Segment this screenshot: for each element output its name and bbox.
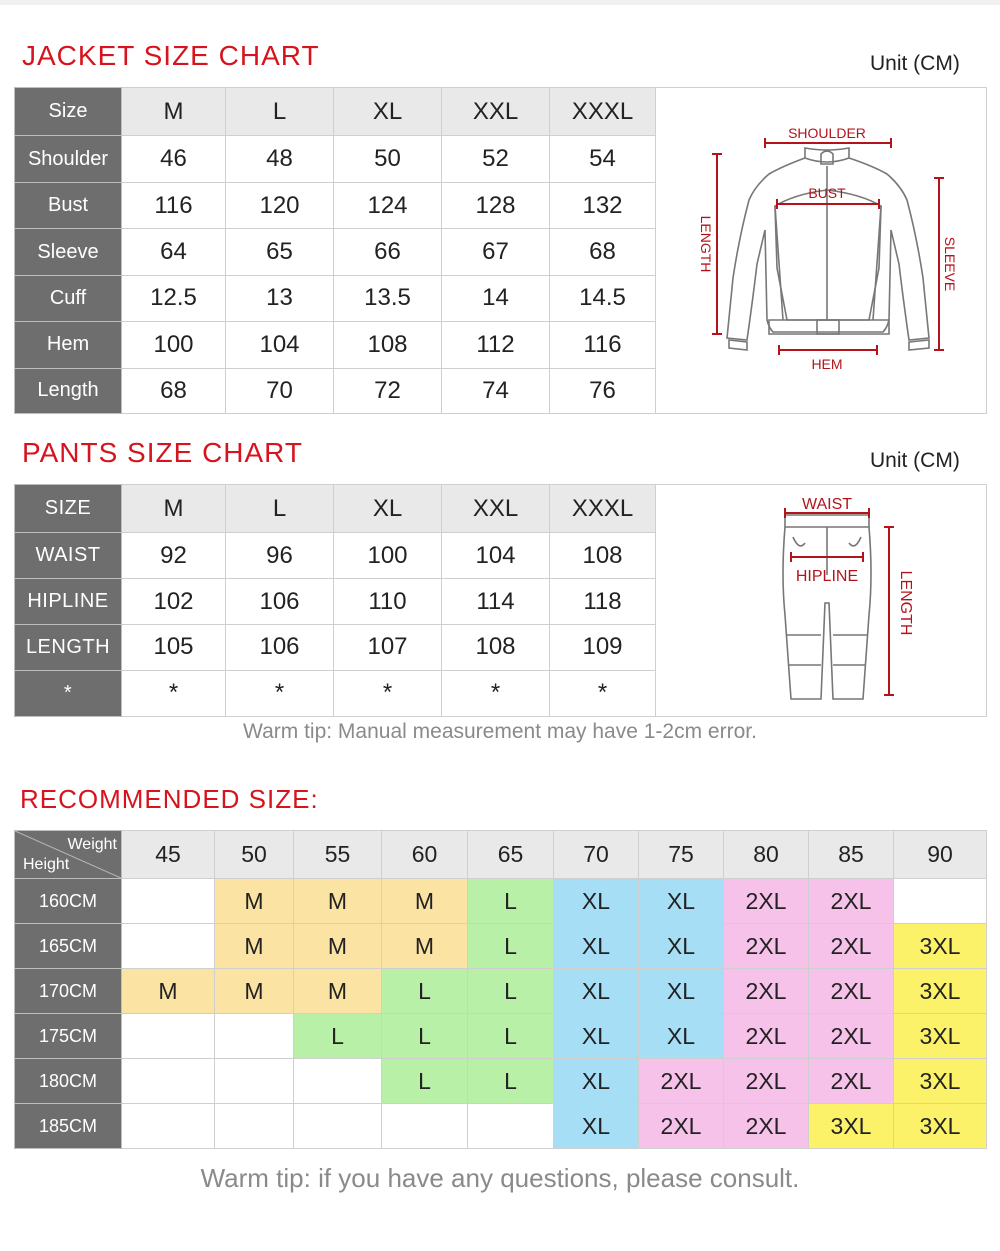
jacket-cell: 50: [334, 136, 442, 182]
recommended-size-cell: M: [294, 924, 382, 969]
jacket-cell: 74: [442, 368, 550, 413]
jacket-diagram: [657, 88, 986, 406]
pants-row-label: HIPLINE: [15, 579, 122, 625]
pants-size-header: L: [226, 485, 334, 533]
diagram-label-bust: BUST: [807, 185, 846, 201]
recommended-size-cell: XL: [554, 969, 639, 1014]
pants-cell: 102: [122, 579, 226, 625]
recommended-size-cell: 3XL: [809, 1104, 894, 1149]
recommended-size-cell: [122, 879, 215, 924]
jacket-section-title: JACKET SIZE CHART: [22, 40, 320, 71]
weight-header: 65: [468, 831, 554, 879]
recommended-size-cell: XL: [554, 1059, 639, 1104]
recommended-size-cell: 3XL: [894, 1104, 987, 1149]
recommended-size-cell: [215, 1014, 294, 1059]
recommended-size-cell: 2XL: [639, 1059, 724, 1104]
jacket-cell: 112: [442, 322, 550, 368]
pants-cell: 108: [442, 625, 550, 671]
pants-cell: 92: [122, 533, 226, 579]
jacket-row-label: Length: [15, 368, 122, 413]
recommended-size-cell: [294, 1104, 382, 1149]
pants-cell: 107: [334, 625, 442, 671]
weight-header: 60: [382, 831, 468, 879]
jacket-cell: 76: [550, 368, 656, 413]
recommended-row: [15, 1014, 987, 1059]
recommended-size-cell: 2XL: [809, 879, 894, 924]
recommended-size-cell: 2XL: [809, 1014, 894, 1059]
pants-cell: 106: [226, 579, 334, 625]
recommended-size-cell: M: [382, 924, 468, 969]
pants-row-label: WAIST: [15, 533, 122, 579]
pants-row-label: LENGTH: [15, 625, 122, 671]
recommended-size-cell: [122, 1014, 215, 1059]
pants-size-table: [14, 484, 987, 717]
recommended-size-cell: 2XL: [809, 924, 894, 969]
jacket-size-header: XXXL: [550, 88, 656, 136]
jacket-cell: 120: [226, 182, 334, 228]
pants-cell: 118: [550, 579, 656, 625]
weight-header: 90: [894, 831, 987, 879]
diagram-label-hipline: HIPLINE: [795, 568, 858, 585]
recommended-size-cell: [122, 1059, 215, 1104]
recommended-corner: [15, 831, 122, 879]
recommended-size-cell: 3XL: [894, 1014, 987, 1059]
weight-header: 80: [724, 831, 809, 879]
pants-cell: 105: [122, 625, 226, 671]
recommended-size-cell: M: [215, 924, 294, 969]
jacket-cell: 66: [334, 229, 442, 275]
corner-weight-label: Weight: [67, 836, 117, 853]
recommended-size-cell: L: [382, 1059, 468, 1104]
recommended-size-cell: 3XL: [894, 969, 987, 1014]
pants-header-row: [15, 485, 987, 533]
jacket-cell: 48: [226, 136, 334, 182]
pants-size-header: XL: [334, 485, 442, 533]
recommended-size-cell: M: [294, 969, 382, 1014]
weight-header: 85: [809, 831, 894, 879]
weight-header: 75: [639, 831, 724, 879]
jacket-cell: 13: [226, 275, 334, 321]
recommended-header-row: [15, 831, 987, 879]
recommended-size-cell: M: [382, 879, 468, 924]
recommended-size-cell: [468, 1104, 554, 1149]
jacket-cell: 46: [122, 136, 226, 182]
jacket-size-header: XL: [334, 88, 442, 136]
recommended-size-table: [14, 830, 987, 1149]
recommended-row: [15, 879, 987, 924]
jacket-cell: 116: [550, 322, 656, 368]
recommended-row: [15, 969, 987, 1014]
pants-diagram-cell: [656, 485, 987, 717]
pants-cell: *: [226, 670, 334, 716]
weight-header: 50: [215, 831, 294, 879]
recommended-size-cell: 2XL: [809, 969, 894, 1014]
recommended-size-cell: XL: [639, 879, 724, 924]
recommended-size-cell: L: [468, 879, 554, 924]
pants-cell: *: [122, 670, 226, 716]
pants-size-header: XXXL: [550, 485, 656, 533]
jacket-cell: 14: [442, 275, 550, 321]
pants-cell: 114: [442, 579, 550, 625]
jacket-cell: 67: [442, 229, 550, 275]
recommended-size-cell: XL: [554, 1104, 639, 1149]
jacket-cell: 68: [550, 229, 656, 275]
recommended-size-cell: L: [468, 1014, 554, 1059]
pants-diagram: [657, 485, 986, 709]
jacket-header-label: Size: [15, 88, 122, 136]
recommended-size-cell: L: [468, 969, 554, 1014]
pants-cell: *: [550, 670, 656, 716]
jacket-cell: 116: [122, 182, 226, 228]
jacket-cell: 54: [550, 136, 656, 182]
pants-row-label: *: [15, 670, 122, 716]
recommended-size-cell: M: [215, 879, 294, 924]
jacket-header-row: [15, 88, 987, 136]
recommended-size-cell: XL: [554, 924, 639, 969]
pants-cell: 104: [442, 533, 550, 579]
recommended-size-cell: [294, 1059, 382, 1104]
recommended-section-title: RECOMMENDED SIZE:: [20, 784, 319, 814]
recommended-size-cell: [382, 1104, 468, 1149]
consult-warm-tip: Warm tip: if you have any questions, please consult.: [200, 1163, 800, 1193]
jacket-cell: 52: [442, 136, 550, 182]
recommended-size-cell: 2XL: [724, 1059, 809, 1104]
recommended-size-cell: 2XL: [639, 1104, 724, 1149]
jacket-cell: 100: [122, 322, 226, 368]
recommended-size-cell: M: [215, 969, 294, 1014]
pants-section-title: PANTS SIZE CHART: [22, 437, 304, 468]
jacket-cell: 108: [334, 322, 442, 368]
recommended-row: [15, 1104, 987, 1149]
recommended-size-cell: M: [122, 969, 215, 1014]
pants-unit-label: Unit (CM): [870, 449, 960, 472]
jacket-cell: 132: [550, 182, 656, 228]
recommended-size-cell: M: [294, 879, 382, 924]
corner-height-label: Height: [23, 856, 70, 873]
recommended-size-cell: 2XL: [724, 1104, 809, 1149]
recommended-size-cell: XL: [639, 1014, 724, 1059]
recommended-size-cell: L: [382, 1014, 468, 1059]
jacket-cell: 124: [334, 182, 442, 228]
jacket-size-table: [14, 87, 987, 414]
recommended-size-cell: 2XL: [724, 969, 809, 1014]
jacket-cell: 14.5: [550, 275, 656, 321]
recommended-size-cell: 2XL: [724, 924, 809, 969]
diagram-label-waist: WAIST: [801, 496, 852, 513]
jacket-diagram-cell: [656, 88, 987, 414]
diagram-label-shoulder: SHOULDER: [787, 125, 866, 141]
pants-warm-tip: Warm tip: Manual measurement may have 1-2cm error.: [243, 720, 757, 743]
recommended-size-cell: 3XL: [894, 1059, 987, 1104]
jacket-unit-label: Unit (CM): [870, 52, 960, 75]
recommended-size-cell: [215, 1104, 294, 1149]
pants-cell: 96: [226, 533, 334, 579]
height-label: 175CM: [15, 1014, 122, 1059]
recommended-size-cell: XL: [554, 1014, 639, 1059]
pants-size-header: M: [122, 485, 226, 533]
recommended-size-cell: 2XL: [809, 1059, 894, 1104]
jacket-cell: 64: [122, 229, 226, 275]
jacket-size-header: L: [226, 88, 334, 136]
weight-header: 70: [554, 831, 639, 879]
jacket-cell: 104: [226, 322, 334, 368]
pants-cell: *: [442, 670, 550, 716]
pants-cell: 109: [550, 625, 656, 671]
recommended-size-cell: L: [468, 1059, 554, 1104]
height-label: 185CM: [15, 1104, 122, 1149]
jacket-cell: 72: [334, 368, 442, 413]
pants-cell: 110: [334, 579, 442, 625]
height-label: 180CM: [15, 1059, 122, 1104]
jacket-size-header: XXL: [442, 88, 550, 136]
recommended-size-cell: XL: [639, 924, 724, 969]
height-label: 165CM: [15, 924, 122, 969]
diagram-label-hem: HEM: [810, 356, 843, 372]
recommended-row: [15, 924, 987, 969]
pants-cell: 108: [550, 533, 656, 579]
jacket-row-label: Sleeve: [15, 229, 122, 275]
recommended-size-cell: L: [468, 924, 554, 969]
jacket-row-label: Shoulder: [15, 136, 122, 182]
jacket-cell: 128: [442, 182, 550, 228]
jacket-row-label: Cuff: [15, 275, 122, 321]
diagram-label-pants-length: LENGTH: [896, 570, 914, 636]
recommended-size-cell: [122, 924, 215, 969]
top-divider: [0, 0, 1000, 5]
recommended-size-cell: [215, 1059, 294, 1104]
recommended-size-cell: XL: [554, 879, 639, 924]
jacket-cell: 65: [226, 229, 334, 275]
pants-size-header: XXL: [442, 485, 550, 533]
jacket-row-label: Bust: [15, 182, 122, 228]
recommended-size-cell: [122, 1104, 215, 1149]
recommended-size-cell: 2XL: [724, 879, 809, 924]
jacket-cell: 12.5: [122, 275, 226, 321]
jacket-row-label: Hem: [15, 322, 122, 368]
weight-header: 45: [122, 831, 215, 879]
height-label: 170CM: [15, 969, 122, 1014]
pants-cell: 106: [226, 625, 334, 671]
weight-header: 55: [294, 831, 382, 879]
pants-cell: 100: [334, 533, 442, 579]
jacket-size-header: M: [122, 88, 226, 136]
diagram-label-sleeve: SLEEVE: [941, 236, 958, 292]
recommended-size-cell: XL: [639, 969, 724, 1014]
height-label: 160CM: [15, 879, 122, 924]
recommended-size-cell: L: [382, 969, 468, 1014]
jacket-cell: 13.5: [334, 275, 442, 321]
recommended-row: [15, 1059, 987, 1104]
recommended-size-cell: [894, 879, 987, 924]
jacket-cell: 70: [226, 368, 334, 413]
jacket-cell: 68: [122, 368, 226, 413]
diagram-label-length: LENGTH: [697, 215, 714, 273]
pants-header-label: SIZE: [15, 485, 122, 533]
recommended-size-cell: 2XL: [724, 1014, 809, 1059]
pants-cell: *: [334, 670, 442, 716]
recommended-size-cell: 3XL: [894, 924, 987, 969]
recommended-size-cell: L: [294, 1014, 382, 1059]
